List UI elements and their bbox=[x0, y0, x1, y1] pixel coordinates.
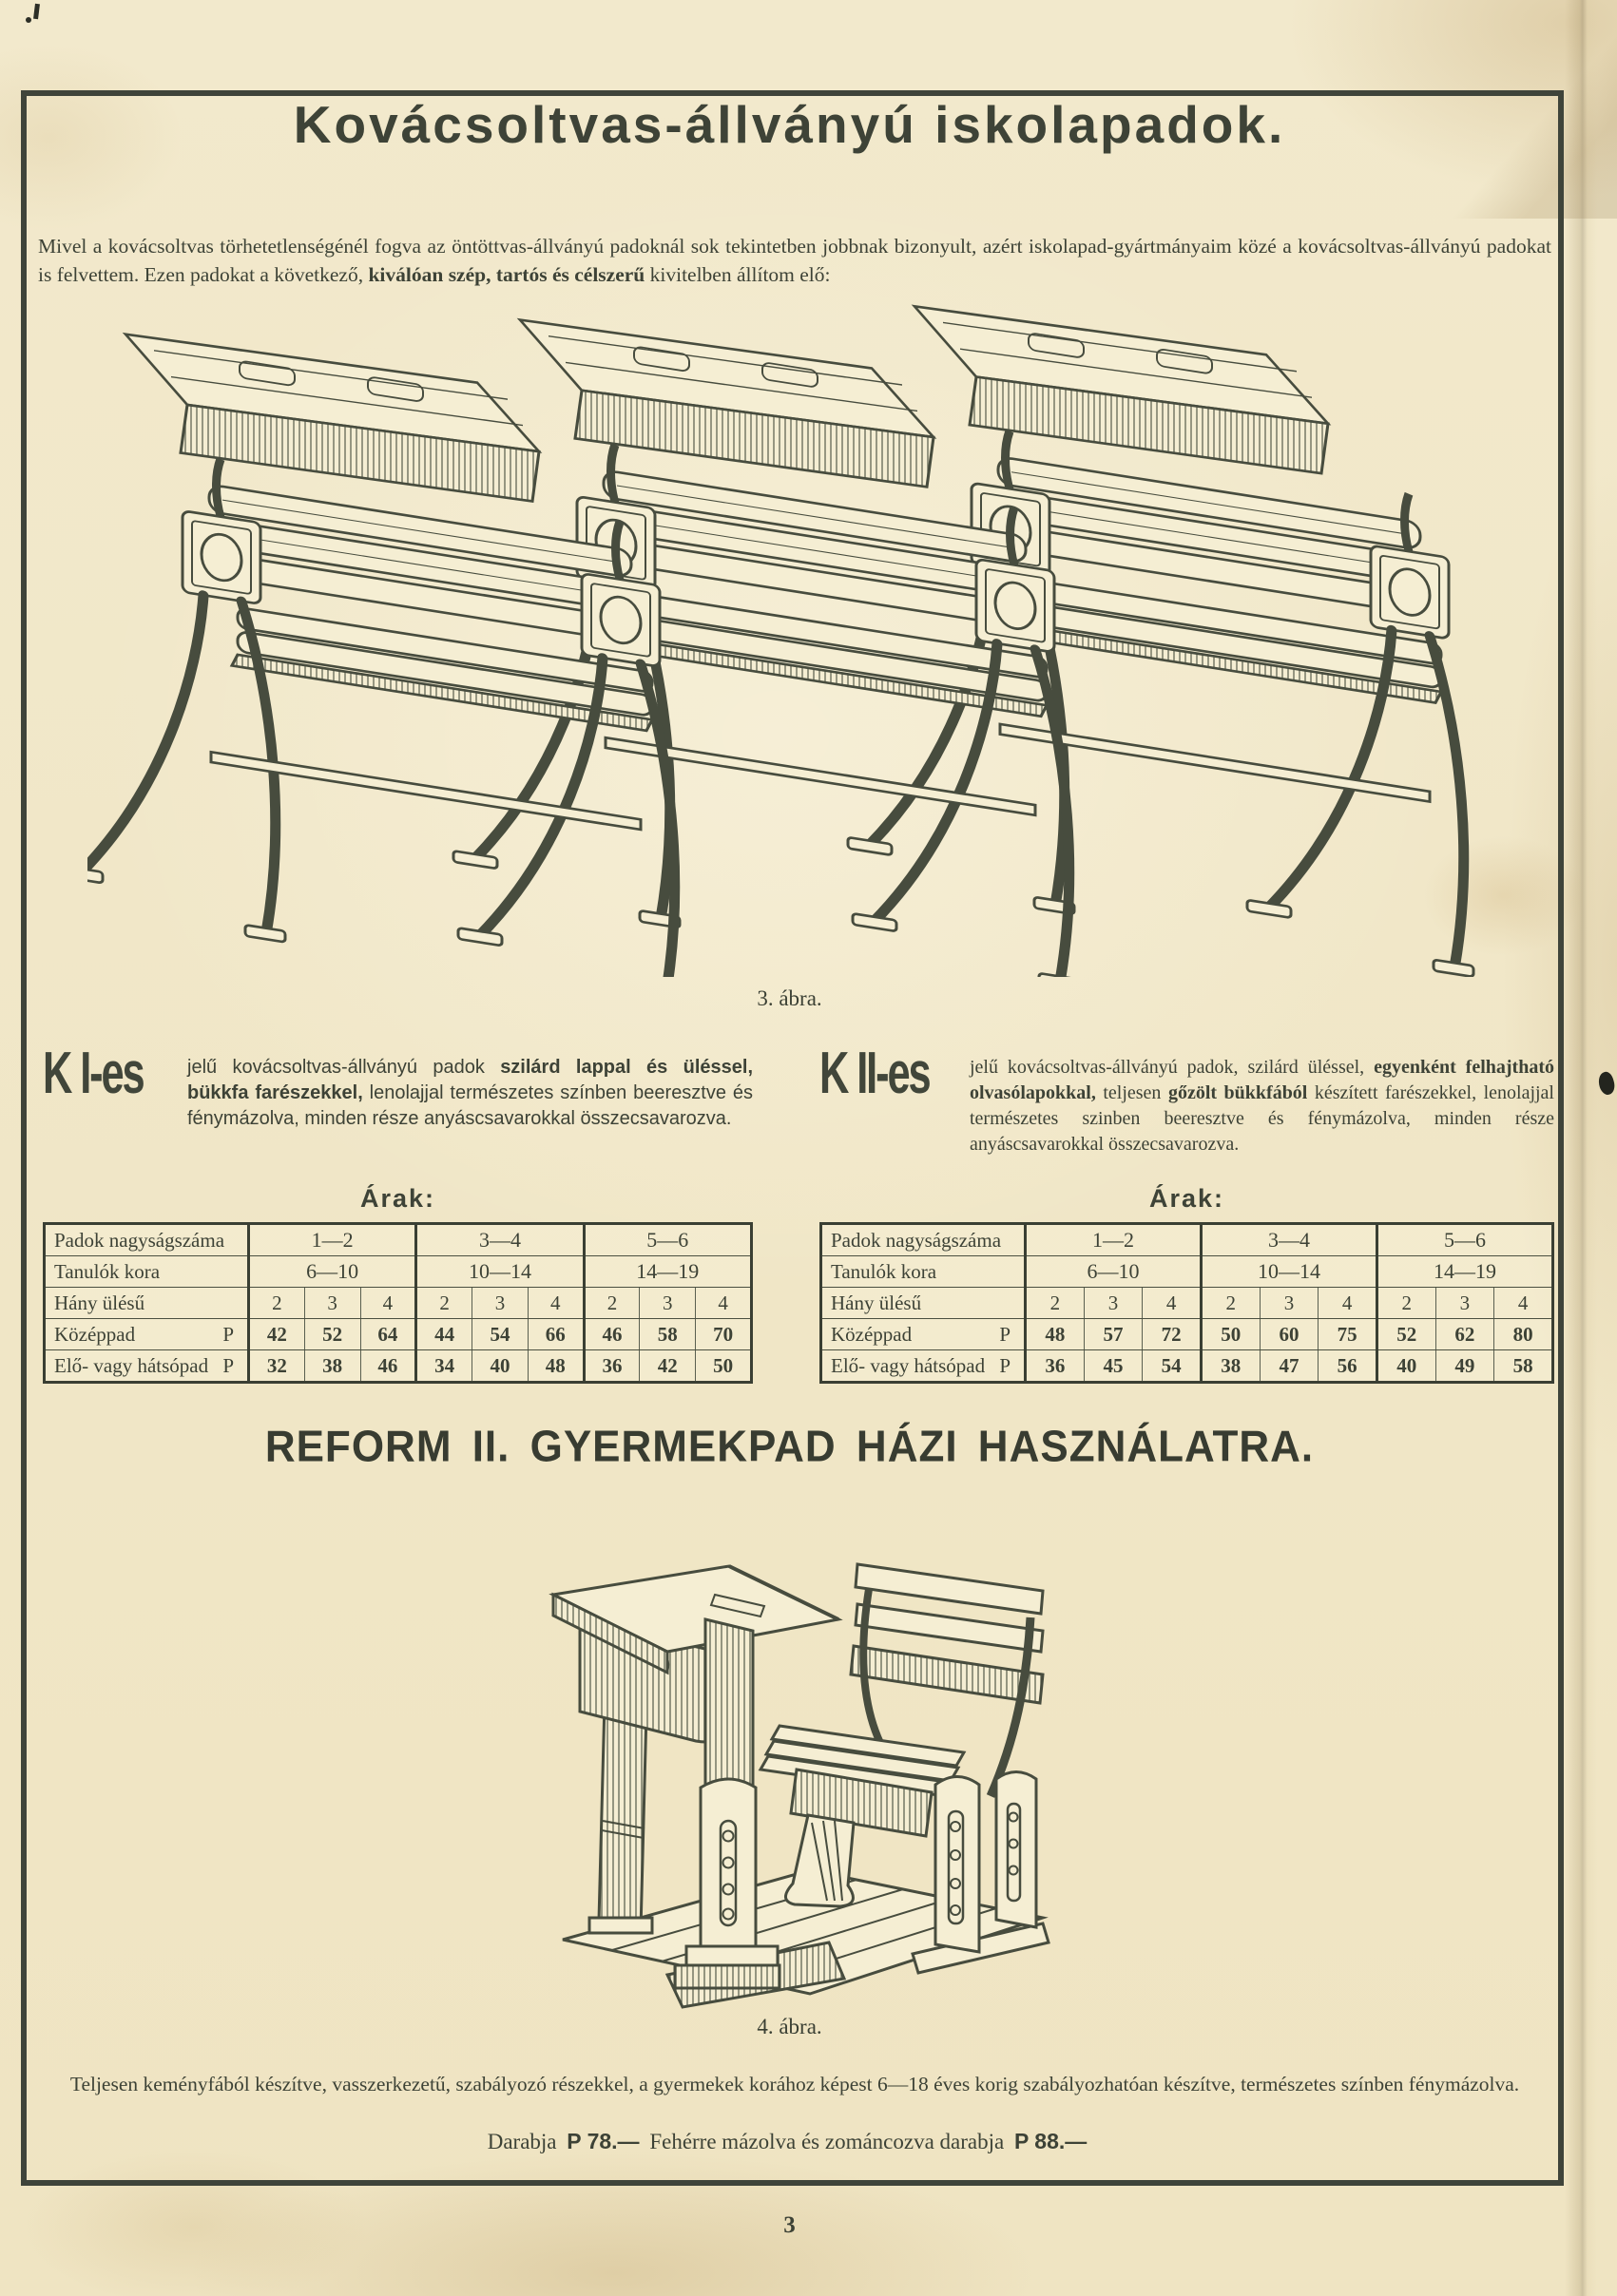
reform-price-line: Darabja P 78.— Fehérre mázolva és zománcozva darabja P 88.— bbox=[487, 2129, 1088, 2153]
k1-prices-heading: Árak: bbox=[359, 1184, 436, 1213]
k2-model-label: K II-es bbox=[819, 1041, 930, 1106]
page-title: Kovácsoltvas-állványú iskolapadok. bbox=[293, 95, 1286, 154]
page-number: 3 bbox=[783, 2212, 796, 2238]
section-k2 bbox=[819, 1036, 1554, 1397]
section-k1 bbox=[43, 1036, 753, 1397]
figure4-caption: 4. ábra. bbox=[757, 2015, 822, 2038]
reform-section-title: REFORM II. GYERMEKPAD HÁZI HASZNÁLATRA. bbox=[264, 1422, 1315, 1472]
benches-illustration bbox=[87, 283, 1494, 977]
k1-description: jelű kovácsoltvas-állványú padok szilárd lappal és üléssel, bükkfa farészekkel, lenolajjal természetes színben beeresztve és fénymázolva, minden része anyáscsavarokkal összecsavarozva. bbox=[187, 1057, 754, 1129]
figure3-caption: 3. ábra. bbox=[757, 986, 822, 1010]
child-desk-illustration bbox=[525, 1507, 1076, 2011]
k2-price-table: Padok nagyságszáma 1—2 3—4 5—6 Tanulók kora 6—10 10—14 14—19 Hány ülésű 2 3 4 2 3 4 2 3 4 Középpad P 48 57 72 50 60 75 52 62 80 Elő- vagy hátsópad P 36 45 54 38 47 56 40 49 58 bbox=[819, 1222, 1554, 1384]
ink-mark bbox=[33, 4, 40, 19]
k1-price-table: Padok nagyságszáma 1—2 3—4 5—6 Tanulók kora 6—10 10—14 14—19 Hány ülésű 2 3 4 2 3 4 2 3 4 Középpad P 42 52 64 44 54 66 46 58 70 Elő- vagy hátsópad P 32 38 46 34 40 48 36 42 50 bbox=[43, 1222, 753, 1384]
margin-ink-blob bbox=[1596, 1070, 1617, 1097]
k2-description: jelű kovácsoltvas-állványú padok, szilárd üléssel, egyenként felhajtható olvasólapokkal, teljesen gőzölt bükkfából készített farészekkel, lenolajjal természetes szinben beeresztve és fénymázolva, minden része anyáscsavarokkal összecsavarozva. bbox=[970, 1057, 1555, 1155]
ink-dot bbox=[26, 17, 31, 23]
reform-description: Teljesen keményfából készítve, vasszerkezetű, szabályozó részekkel, a gyermekek korához képest 6—18 éves korig szabályozhatóan készítve, természetes színben fénymázolva. bbox=[69, 2072, 1520, 2095]
k2-prices-heading: Árak: bbox=[1148, 1184, 1225, 1213]
intro-paragraph: Mivel a kovácsoltvas törhetetlenségénél fogva az öntöttvas-állványú padoknál sok tekintetben jobbnak bizonyult, azért iskolapad-gyártmányaim közé a kovácsoltvas-állványú padokat is felvettem. Ezen padokat a következő, kiválóan szép, tartós és célszerű kivitelben állítom elő: bbox=[38, 234, 1551, 286]
page-fold-crease bbox=[1565, 0, 1597, 2296]
k1-model-label: K I-es bbox=[43, 1041, 144, 1106]
